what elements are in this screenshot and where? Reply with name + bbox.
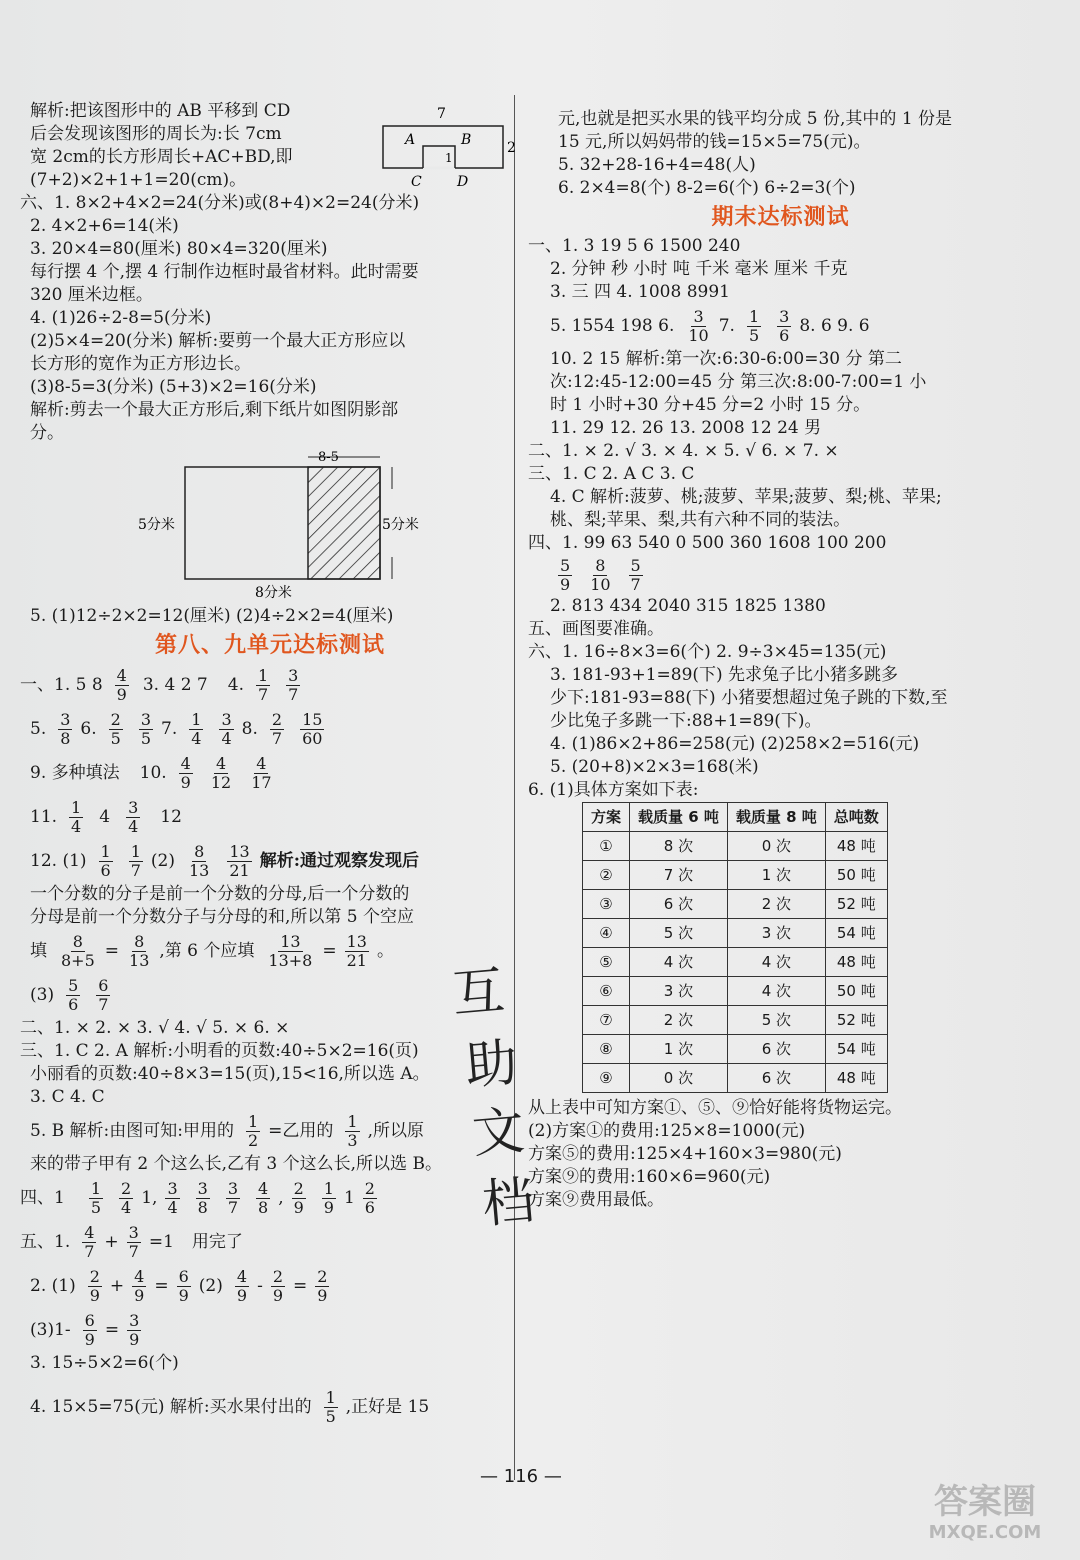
answer-row: [30, 707, 510, 751]
table-cell: ④: [583, 919, 630, 948]
table-cell: 8 次: [630, 832, 728, 861]
table-row: [583, 948, 888, 977]
table-cell: 50 吨: [825, 861, 887, 890]
fraction: $\frac{6}{9}$: [178, 1266, 189, 1305]
watermark-text: 答案圈: [934, 1482, 1036, 1522]
table-cell: 1 次: [630, 1035, 728, 1064]
page-number: — 116 —: [480, 1466, 562, 1487]
answer-row: [30, 1385, 510, 1429]
answer-row: 五、1. $\frac{4}{7}$ + $\frac{3}{7}$ =1 用完了: [20, 1222, 243, 1261]
answer-row: [528, 304, 1033, 348]
section-title-units-8-9: 第八、九单元达标测试: [154, 633, 385, 658]
handwriting-char: 助: [462, 1032, 521, 1098]
answer-row: 四、1 $\frac{1}{5}$ $\frac{2}{4}$ 1, $\frac{3}{4}$ $\frac{3}{8}$ $\frac{3}{7}$ $\frac{4}{8}$ , $\frac{2}{9}$ $\frac{1}{9}$ 1 $\frac{2}{6}$: [20, 1178, 375, 1217]
fig-label-a: A: [405, 132, 416, 148]
shipping-plan-table: [582, 802, 888, 1093]
text-line: 解析:剪去一个最大正方形后,剩下纸片如图阴影部: [30, 400, 399, 420]
table-cell: 48 吨: [825, 832, 887, 861]
table-cell: 0 次: [630, 1064, 728, 1093]
table-cell: ⑤: [583, 948, 630, 977]
fig-top-label: 7: [437, 106, 446, 122]
fraction: $\frac{1}{4}$: [191, 709, 202, 748]
fraction: $\frac{1}{2}$: [247, 1111, 259, 1150]
fraction: $\frac{3}{5}$: [140, 709, 152, 748]
text-line: 3. C 4. C: [30, 1087, 105, 1107]
fig-top-label: 8-5: [318, 450, 339, 465]
fraction: $\frac{3}{9}$: [129, 1310, 140, 1349]
left-column: [20, 100, 516, 1429]
table-cell: 6 次: [727, 1064, 825, 1093]
fraction: $\frac{15}{60}$: [302, 709, 323, 748]
text-line: 六、1. 8×2+4×2=24(分米)或(8+4)×2=24(分米): [20, 193, 420, 213]
text-line: 来的带子甲有 2 个这么长,乙有 3 个这么长,所以选 B。: [30, 1154, 442, 1174]
table-cell: 48 吨: [825, 948, 887, 977]
text: 5.: [30, 718, 47, 739]
table-cell: 4 次: [727, 977, 825, 1006]
text: 11.: [30, 806, 58, 827]
text-line: 分。: [30, 423, 64, 443]
explanation-block: [30, 100, 516, 192]
text-line: 2. 813 434 2040 315 1825 1380: [550, 596, 826, 616]
answer-row: [30, 973, 510, 1017]
text: 4.: [227, 674, 244, 695]
text-line: 5. (1)12÷2×2=12(厘米) (2)4÷2×2=4(厘米): [30, 606, 394, 626]
table-cell: 1 次: [727, 861, 825, 890]
text-line: 2. 4×2+6=14(米): [30, 216, 179, 236]
table-cell: 48 吨: [825, 1064, 887, 1093]
table-cell: ⑧: [583, 1035, 630, 1064]
fraction: $\frac{13}{13+8}$: [268, 931, 313, 970]
fraction: $\frac{3}{4}$: [128, 797, 139, 836]
text-line: 时 1 小时+30 分+45 分=2 小时 15 分。: [550, 395, 871, 415]
answer-row: 填 $\frac{8}{8+5}$ = $\frac{8}{13}$ ,第 6 个应填 $\frac{13}{13+8}$ = $\frac{13}{21}$ 。: [30, 931, 394, 970]
table-row: [583, 919, 888, 948]
fraction: $\frac{8}{13}$: [189, 841, 210, 880]
text: 用完了: [191, 1231, 243, 1252]
table-cell: 3 次: [727, 919, 825, 948]
text-line: 5. (20+8)×2×3=168(米): [550, 757, 759, 777]
text: 4. 15×5=75(元) 解析:买水果付出的: [30, 1396, 312, 1417]
fraction: $\frac{3}{4}$: [167, 1178, 178, 1217]
text-line: 3. 三 四 4. 1008 8991: [550, 282, 730, 302]
table-cell: 52 吨: [825, 1006, 887, 1035]
fraction: $\frac{4}{9}$: [236, 1266, 248, 1305]
text: 一、1. 5 8: [20, 674, 103, 695]
text-line: 方案⑨的费用:160×6=960(元): [528, 1167, 771, 1187]
fig-label-d: D: [457, 174, 469, 190]
fraction: $\frac{3}{8}$: [60, 709, 71, 748]
fraction: $\frac{3}{10}$: [688, 306, 709, 345]
fraction: $\frac{4}{7}$: [84, 1222, 95, 1261]
fraction: $\frac{3}{8}$: [197, 1178, 208, 1217]
handwriting-char: 档: [479, 1170, 538, 1236]
table-cell: 54 吨: [825, 919, 887, 948]
answer-row: 2. (1) $\frac{2}{9}$ + $\frac{4}{9}$ = $\frac{6}{9}$ (2) $\frac{4}{9}$ - $\frac{2}{9}$ = $\frac{2}{9}$: [30, 1266, 328, 1305]
table-cell: 7 次: [630, 861, 728, 890]
text-line: 三、1. C 2. A 解析:小明看的页数:40÷5×2=16(页): [20, 1041, 419, 1061]
text-line: 元,也就是把买水果的钱平均分成 5 份,其中的 1 份是: [558, 109, 953, 129]
text: (2): [198, 1275, 223, 1296]
text: 填: [30, 940, 47, 961]
text-line: 3. 20×4=80(厘米) 80×4=320(厘米): [30, 239, 328, 259]
text: ,正好是 15: [345, 1396, 430, 1417]
fig-label-b: B: [461, 132, 472, 148]
handwriting-char: 互: [449, 960, 508, 1026]
table-cell: 6 次: [727, 1035, 825, 1064]
table-cell: 2 次: [727, 890, 825, 919]
fraction: $\frac{8}{8+5}$: [61, 931, 95, 970]
fraction: $\frac{13}{21}$: [346, 931, 367, 970]
text: 解析:通过观察发现后: [259, 850, 419, 871]
text-line: 五、画图要准确。: [528, 619, 664, 639]
fraction: $\frac{1}{4}$: [71, 797, 82, 836]
fraction: $\frac{1}{9}$: [323, 1178, 334, 1217]
table-cell: 0 次: [727, 832, 825, 861]
table-cell: 52 吨: [825, 890, 887, 919]
text: 四、1: [20, 1187, 65, 1208]
text-line: 方案⑨费用最低。: [528, 1190, 664, 1210]
text: ,所以原: [367, 1120, 425, 1141]
table-body: [583, 832, 888, 1093]
fraction: $\frac{1}{6}$: [100, 841, 111, 880]
table-header: 方案: [583, 803, 630, 832]
fraction: $\frac{2}{6}$: [364, 1178, 375, 1217]
fig-left-label: 5分米: [138, 517, 175, 533]
text: 7.: [718, 315, 735, 336]
fraction: $\frac{4}{12}$: [210, 753, 232, 792]
table-cell: 4 次: [630, 948, 728, 977]
table-header: 总吨数: [825, 803, 887, 832]
table-cell: 4 次: [727, 948, 825, 977]
table-cell: ②: [583, 861, 630, 890]
text: 12. (1): [30, 850, 87, 871]
fraction: $\frac{1}{5}$: [325, 1387, 336, 1426]
table-cell: 2 次: [630, 1006, 728, 1035]
table-cell: 6 次: [630, 890, 728, 919]
fraction: $\frac{4}{8}$: [258, 1178, 269, 1217]
text: =乙用的: [268, 1120, 334, 1141]
answer-row: [30, 1109, 510, 1153]
fig-bottom-label: 8分米: [255, 585, 292, 601]
text-line: 少比兔子多跳一下:88+1=89(下)。: [550, 711, 822, 731]
table-cell: ③: [583, 890, 630, 919]
text-line: 一个分数的分子是前一个分数的分母,后一个分数的: [30, 884, 410, 904]
fraction: $\frac{2}{9}$: [272, 1266, 283, 1305]
text-line: 一、1. 3 19 5 6 1500 240: [528, 236, 741, 256]
text-line: 桃、梨;苹果、梨,共有六种不同的装法。: [550, 510, 851, 530]
text: 10.: [139, 762, 167, 783]
text: 9. 多种填法: [30, 762, 120, 783]
text-line: (7+2)×2+1+1=20(cm)。: [30, 170, 247, 190]
text-line: 二、1. × 2. √ 3. × 4. × 5. √ 6. × 7. ×: [528, 441, 839, 461]
text: 五、1.: [20, 1231, 71, 1252]
text: 7.: [161, 718, 178, 739]
answer-row: [20, 663, 510, 707]
fig-rect: [383, 126, 503, 168]
fraction: $\frac{2}{4}$: [121, 1178, 132, 1217]
text: (2): [150, 850, 175, 871]
text-line: 解析:把该图形中的 AB 平移到 CD: [30, 101, 291, 121]
text-line: 15 元,所以妈妈带的钱=15×5=75(元)。: [558, 132, 871, 152]
text: (3): [30, 984, 55, 1005]
watermark-logo: [910, 1482, 1060, 1552]
fig-label-1: 1: [445, 151, 453, 165]
fraction: $\frac{1}{7}$: [130, 841, 141, 880]
fraction: $\frac{3}{7}$: [227, 1178, 238, 1217]
fraction: $\frac{1}{7}$: [257, 665, 269, 704]
answer-row: (3)1- $\frac{6}{9}$ = $\frac{3}{9}$: [30, 1310, 140, 1349]
text-line: 3. 15÷5×2=6(个): [30, 1353, 179, 1373]
text-line: (2)5×4=20(分米) 解析:要剪一个最大正方形应以: [30, 331, 406, 351]
fraction: $\frac{2}{9}$: [89, 1266, 100, 1305]
fraction: $\frac{2}{9}$: [293, 1178, 304, 1217]
table-row: [583, 1064, 888, 1093]
fraction: $\frac{5}{7}$: [630, 555, 641, 594]
fraction: $\frac{4}{17}$: [251, 753, 272, 792]
fraction: $\frac{2}{7}$: [271, 709, 283, 748]
text-line: 10. 2 15 解析:第一次:6:30-6:00=30 分 第二: [550, 349, 902, 369]
text-line: 次:12:45-12:00=45 分 第三次:8:00-7:00=1 小: [550, 372, 927, 392]
table-header-row: [583, 803, 888, 832]
handwriting-char: 文: [469, 1100, 528, 1166]
text-line: 6. (1)具体方案如下表:: [528, 780, 699, 800]
answer-row: [30, 839, 510, 883]
text-line: 长方形的宽作为正方形边长。: [30, 354, 251, 374]
fraction: $\frac{2}{5}$: [110, 709, 121, 748]
fraction: $\frac{6}{7}$: [98, 975, 109, 1014]
text: 8. 6 9. 6: [799, 315, 870, 336]
text-line: 方案⑤的费用:125×4+160×3=980(元): [528, 1144, 842, 1164]
text-line: 4. C 解析:菠萝、桃;菠萝、苹果;菠萝、梨;桃、苹果;: [550, 487, 942, 507]
section-title-final-test: 期末达标测试: [711, 205, 850, 230]
fig-right-label: 5分米: [382, 517, 419, 533]
fraction: $\frac{8}{13}$: [129, 931, 150, 970]
text-line: 2. 分钟 秒 小时 吨 千米 毫米 厘米 千克: [550, 259, 848, 279]
table-row: [583, 977, 888, 1006]
text: ,第 6 个应填: [159, 940, 255, 961]
text-line: 每行摆 4 个,摆 4 行制作边框时最省材料。此时需要: [30, 262, 419, 282]
table-cell: 50 吨: [825, 977, 887, 1006]
text-line: 11. 29 12. 26 13. 2008 12 24 男: [550, 418, 822, 438]
fraction: $\frac{3}{4}$: [221, 709, 232, 748]
fraction: $\frac{8}{10}$: [590, 555, 611, 594]
fraction: $\frac{4}{9}$: [116, 665, 127, 704]
text-line: 3. 181-93+1=89(下) 先求兔子比小猪多跳多: [550, 665, 899, 685]
table-cell: ⑦: [583, 1006, 630, 1035]
fraction: $\frac{2}{9}$: [317, 1266, 328, 1305]
text: 8.: [241, 718, 258, 739]
right-column: [528, 108, 1033, 1212]
text: (3)1-: [30, 1319, 71, 1340]
table-cell: ⑨: [583, 1064, 630, 1093]
text-line: (2)方案①的费用:125×8=1000(元): [528, 1121, 806, 1141]
fig-right-label: 2: [507, 140, 516, 156]
table-header: 载质量 8 吨: [727, 803, 825, 832]
text-line: 分母是前一个分数分子与分母的和,所以第 5 个空应: [30, 907, 415, 927]
watermark-url: MXQE.COM: [928, 1522, 1042, 1543]
table-cell: 3 次: [630, 977, 728, 1006]
fraction: $\frac{13}{21}$: [229, 841, 250, 880]
table-row: [583, 1006, 888, 1035]
text: 2. (1): [30, 1275, 76, 1296]
table-cell: 5 次: [727, 1006, 825, 1035]
fraction: $\frac{3}{7}$: [288, 665, 299, 704]
fraction: $\frac{5}{9}$: [560, 555, 571, 594]
figure-paper-shaded: [30, 449, 500, 599]
text-line: 4. (1)86×2+86=258(元) (2)258×2=516(元): [550, 734, 920, 754]
fraction: $\frac{1}{5}$: [748, 306, 760, 345]
table-row: [583, 1035, 888, 1064]
text: 6.: [80, 718, 97, 739]
table-row: [583, 832, 888, 861]
text: 3. 4 2 7: [142, 674, 208, 695]
text-line: 从上表中可知方案①、⑤、⑨恰好能将货物运完。: [528, 1098, 902, 1118]
fraction: $\frac{1}{3}$: [347, 1111, 358, 1150]
table-row: [583, 861, 888, 890]
text-line: 小丽看的页数:40÷8×3=15(页),15<16,所以选 A。: [30, 1064, 430, 1084]
fraction: $\frac{3}{7}$: [128, 1222, 139, 1261]
table-row: [583, 890, 888, 919]
text-line: 5. 32+28-16+4=48(人): [558, 155, 756, 175]
text-line: 六、1. 16÷8×3=6(个) 2. 9÷3×45=135(元): [528, 642, 887, 662]
table-cell: ①: [583, 832, 630, 861]
table-cell: 54 吨: [825, 1035, 887, 1064]
answer-row: [30, 795, 510, 839]
table-header: 载质量 6 吨: [630, 803, 728, 832]
answer-row: [528, 555, 1033, 595]
table-cell: ⑥: [583, 977, 630, 1006]
text-line: 二、1. × 2. × 3. √ 4. √ 5. × 6. ×: [20, 1018, 290, 1038]
fraction: $\frac{3}{6}$: [779, 306, 790, 345]
text-line: 宽 2cm的长方形周长+AC+BD,即: [30, 147, 293, 167]
text-line: 320 厘米边框。: [30, 285, 153, 305]
text-line: (3)8-5=3(分米) (5+3)×2=16(分米): [30, 377, 317, 397]
column-divider: [514, 95, 515, 1480]
text-line: 三、1. C 2. A C 3. C: [528, 464, 695, 484]
text-line: 少下:181-93=88(下) 小猪要想超过兔子跳的下数,至: [550, 688, 948, 708]
text-line: 4. (1)26÷2-8=5(分米): [30, 308, 212, 328]
table-cell: 5 次: [630, 919, 728, 948]
fraction: $\frac{1}{5}$: [90, 1178, 102, 1217]
text-line: 6. 2×4=8(个) 8-2=6(个) 6÷2=3(个): [558, 178, 856, 198]
text: 5. 1554 198 6.: [550, 315, 675, 336]
fig-shaded-area: [308, 467, 380, 579]
text: 12: [160, 806, 182, 827]
text: 5. B 解析:由图可知:甲用的: [30, 1120, 234, 1141]
fraction: $\frac{5}{6}$: [68, 975, 79, 1014]
fraction: $\frac{4}{9}$: [134, 1266, 145, 1305]
text-line: 四、1. 99 63 540 0 500 360 1608 100 200: [528, 533, 887, 553]
fraction: $\frac{6}{9}$: [84, 1310, 95, 1349]
page-number-text: 116: [503, 1466, 539, 1487]
fig-label-c: C: [411, 174, 422, 190]
answer-row: [30, 751, 510, 795]
text: 4: [99, 806, 111, 827]
text-line: 后会发现该图形的周长为:长 7cm: [30, 124, 282, 144]
figure-rectangle-ab-cd: [375, 106, 515, 196]
fraction: $\frac{4}{9}$: [180, 753, 191, 792]
